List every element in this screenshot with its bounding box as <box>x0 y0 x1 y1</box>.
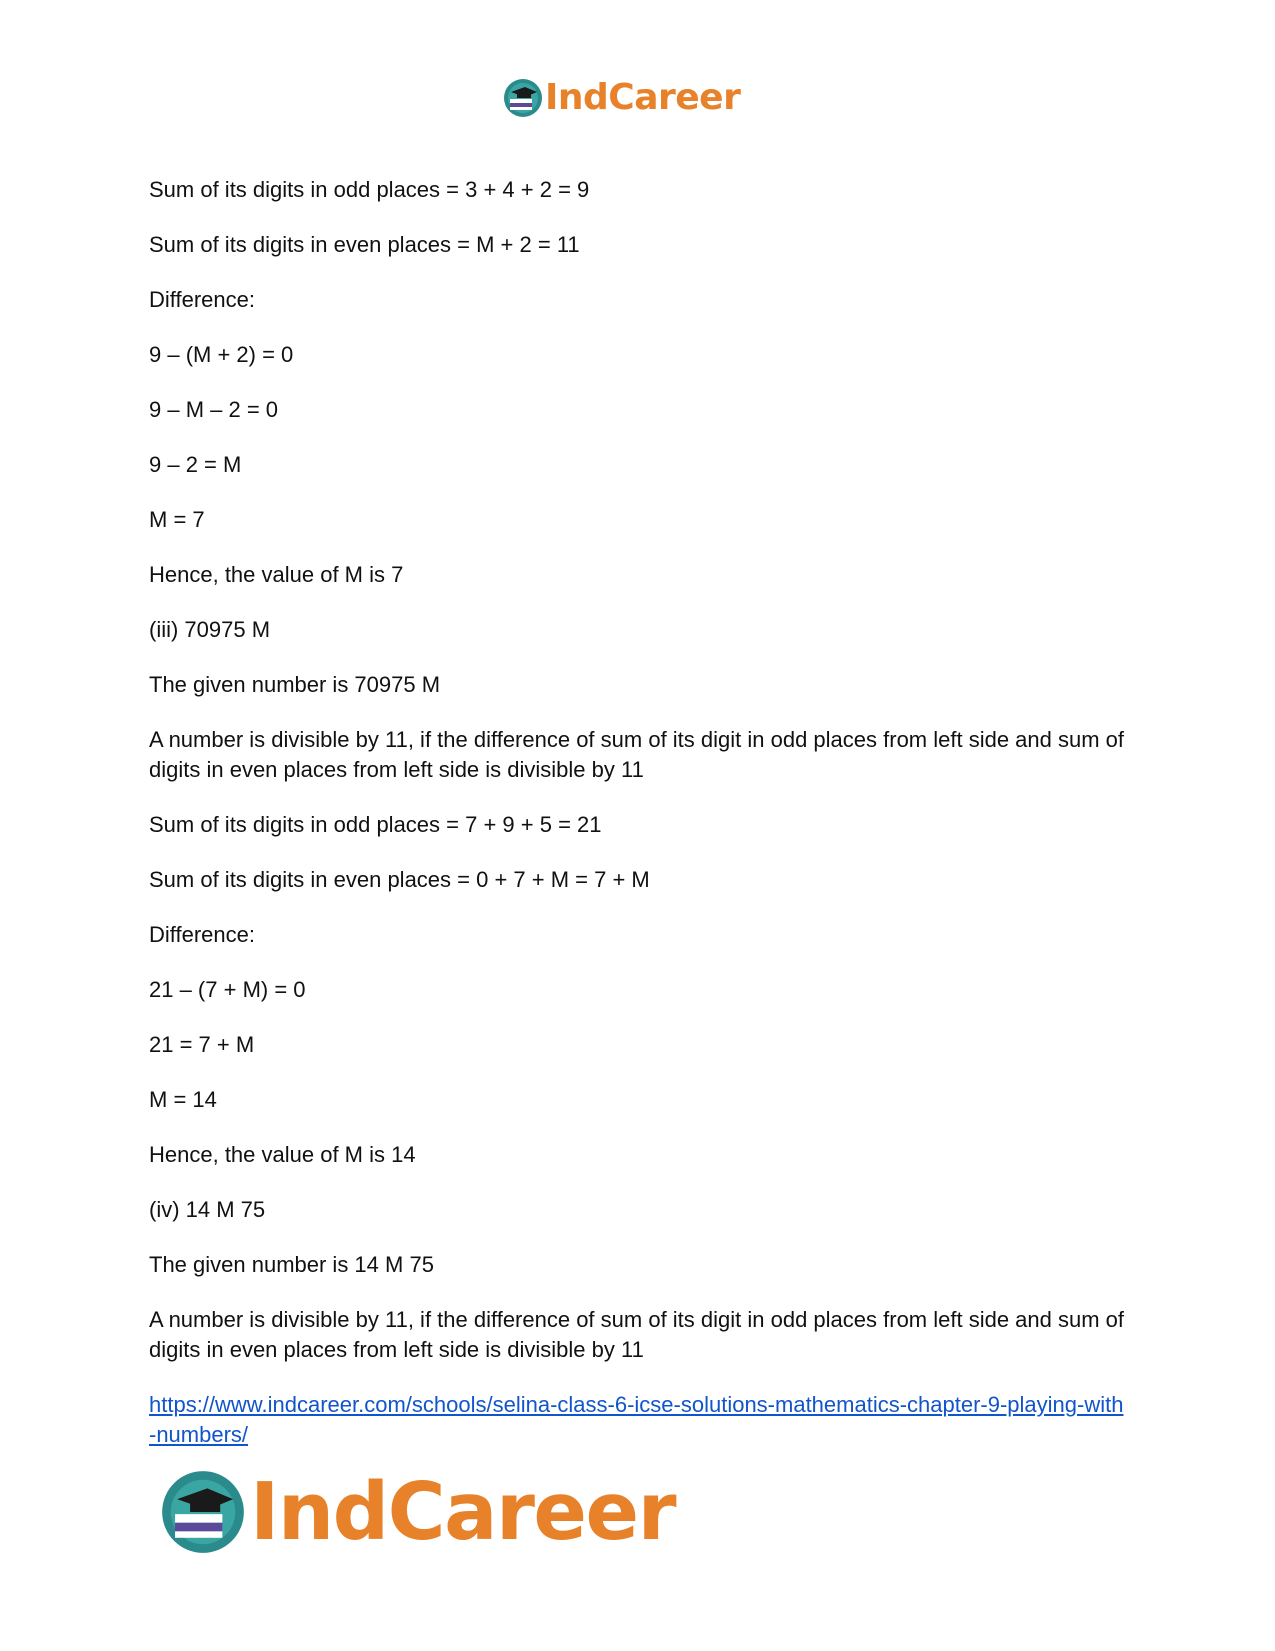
paragraph: Sum of its digits in odd places = 3 + 4 + 2 = 9 <box>149 177 590 202</box>
paragraph: Hence, the value of M is 7 <box>149 562 404 587</box>
paragraph: A number is divisible by 11, if the difference of sum of its digit in odd places from left side and sum of digits in even places from left side is divisible by 11 <box>149 1307 1125 1362</box>
logo-wordmark: IndCareer <box>250 1466 676 1558</box>
paragraph: 21 = 7 + M <box>149 1032 255 1057</box>
paragraph: (iii) 70975 M <box>149 617 271 642</box>
paragraph: Sum of its digits in odd places = 7 + 9 + 5 = 21 <box>149 812 602 837</box>
paragraph: Sum of its digits in even places = 0 + 7 + M = 7 + M <box>149 867 650 892</box>
paragraph: Sum of its digits in even places = M + 2 = 11 <box>149 232 580 257</box>
paragraph: M = 7 <box>149 507 205 532</box>
document-body <box>149 175 1129 1450</box>
paragraph: 9 – 2 = M <box>149 452 242 477</box>
header-logo <box>503 78 740 118</box>
source-link[interactable]: https://www.indcareer.com/schools/selina-class-6-icse-solutions-mathematics-chapter-9-playing-with-numbers/ <box>149 1392 1124 1447</box>
paragraph: Hence, the value of M is 14 <box>149 1142 416 1167</box>
paragraph: 9 – (M + 2) = 0 <box>149 342 294 367</box>
paragraph: A number is divisible by 11, if the difference of sum of its digit in odd places from left side and sum of digits in even places from left side is divisible by 11 <box>149 727 1125 782</box>
footer-logo <box>160 1468 675 1556</box>
paragraph: M = 14 <box>149 1087 217 1112</box>
paragraph: (iv) 14 M 75 <box>149 1197 266 1222</box>
paragraph: 9 – M – 2 = 0 <box>149 397 279 422</box>
paragraph: The given number is 14 M 75 <box>149 1252 434 1277</box>
paragraph: 21 – (7 + M) = 0 <box>149 977 306 1002</box>
paragraph: Difference: <box>149 287 255 312</box>
paragraph: Difference: <box>149 922 255 947</box>
graduation-book-icon <box>160 1469 246 1555</box>
graduation-book-icon <box>503 78 543 118</box>
logo-wordmark: IndCareer <box>545 77 741 118</box>
paragraph: The given number is 70975 M <box>149 672 441 697</box>
